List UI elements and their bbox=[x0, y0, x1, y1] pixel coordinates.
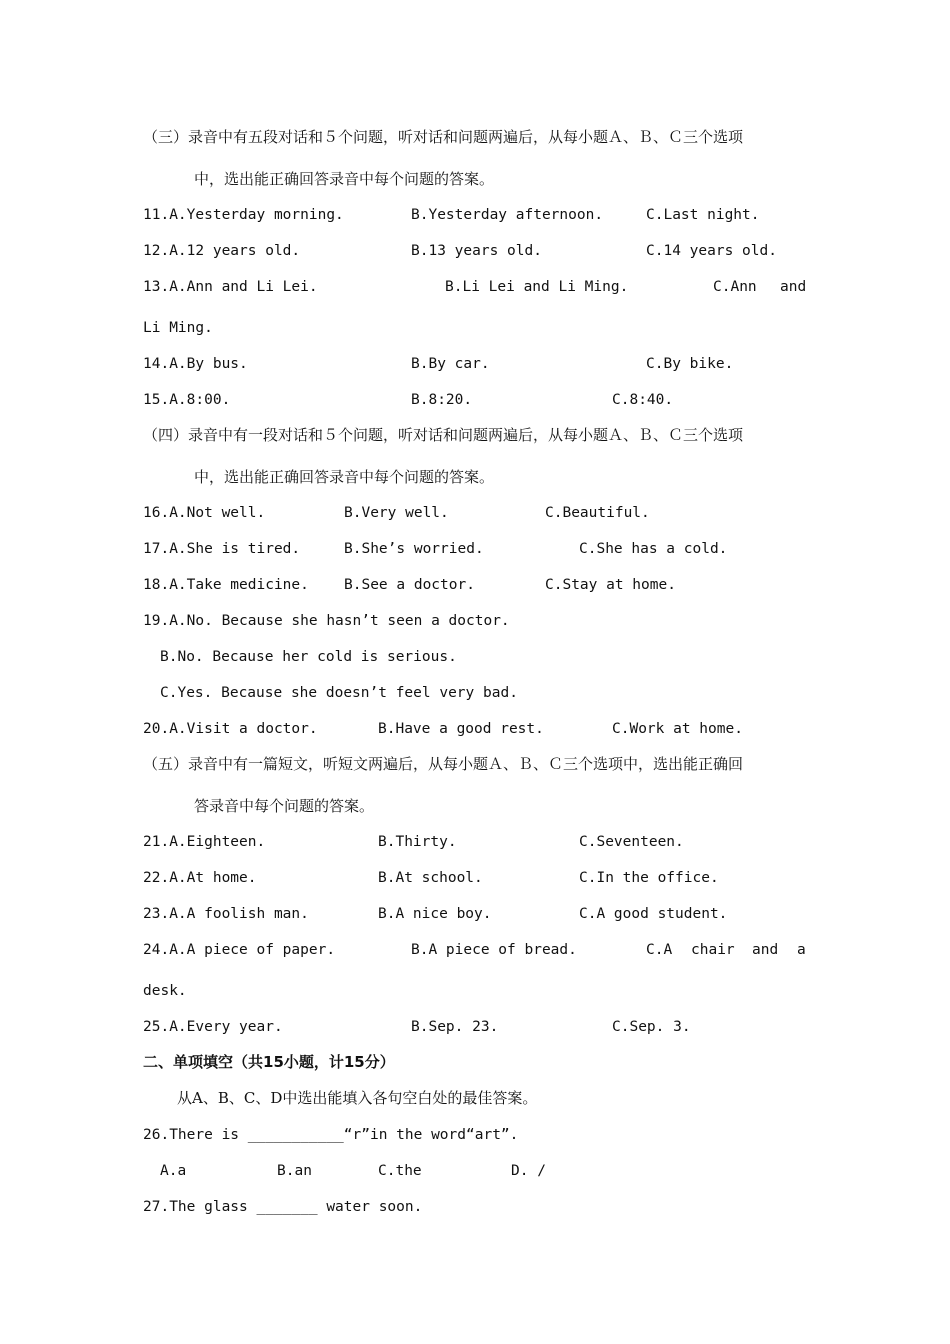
section-3-instruction: （三）录音中有五段对话和５个问题，听对话和问题两遍后，从每小题Ａ、Ｂ、Ｃ三个选项 bbox=[143, 128, 744, 146]
q25-option-c: C.Sep. 3. bbox=[612, 1019, 691, 1035]
q17-option-a: 17.A.She is tired. bbox=[143, 541, 301, 557]
q24-option-c-cont: desk. bbox=[143, 983, 187, 999]
q22-option-c: C.In the office. bbox=[579, 870, 719, 886]
q26-option-d: D. / bbox=[511, 1163, 546, 1179]
q13-option-a: 13.A.Ann and Li Lei. bbox=[143, 279, 318, 295]
section-3-instruction-cont: 中，选出能正确回答录音中每个问题的答案。 bbox=[194, 170, 495, 188]
section-5-instruction: （五）录音中有一篇短文，听短文两遍后，从每小题Ａ、Ｂ、Ｃ三个选项中，选出能正确回 bbox=[143, 755, 744, 773]
q25-option-a: 25.A.Every year. bbox=[143, 1019, 283, 1035]
q26-stem: 26.There is ___________“r”in the word“art”. bbox=[143, 1127, 519, 1143]
q26-option-c: C.the bbox=[378, 1163, 422, 1179]
q21-option-c: C.Seventeen. bbox=[579, 834, 684, 850]
q21-option-b: B.Thirty. bbox=[378, 834, 457, 850]
q17-option-c: C.She has a cold. bbox=[579, 541, 728, 557]
q18-option-b: B.See a doctor. bbox=[344, 577, 475, 593]
q14-option-c: C.By bike. bbox=[646, 356, 734, 372]
q24-option-c-word-3: and bbox=[752, 942, 779, 958]
q15-option-a: 15.A.8:00. bbox=[143, 392, 231, 408]
q11-option-c: C.Last night. bbox=[646, 207, 760, 223]
q16-option-a: 16.A.Not well. bbox=[143, 505, 266, 521]
q24-option-b: B.A piece of bread. bbox=[411, 942, 577, 958]
q26-option-a: A.a bbox=[160, 1163, 187, 1179]
q18-option-c: C.Stay at home. bbox=[545, 577, 676, 593]
q25-option-b: B.Sep. 23. bbox=[411, 1019, 499, 1035]
q19-option-a: 19.A.No. Because she hasn’t seen a doctor. bbox=[143, 613, 510, 629]
q21-option-a: 21.A.Eighteen. bbox=[143, 834, 266, 850]
q14-option-b: B.By car. bbox=[411, 356, 490, 372]
q22-option-a: 22.A.At home. bbox=[143, 870, 257, 886]
q20-option-b: B.Have a good rest. bbox=[378, 721, 544, 737]
q13-option-b: B.Li Lei and Li Ming. bbox=[445, 279, 629, 295]
part-2-instruction: 从A、B、C、D中选出能填入各句空白处的最佳答案。 bbox=[177, 1089, 538, 1107]
q24-option-c: C.A bbox=[646, 942, 673, 958]
q12-option-a: 12.A.12 years old. bbox=[143, 243, 301, 259]
q13-option-c-word: and bbox=[780, 279, 807, 295]
q22-option-b: B.At school. bbox=[378, 870, 483, 886]
q24-option-c-word-2: chair bbox=[691, 942, 735, 958]
q19-option-c: C.Yes. Because she doesn’t feel very bad. bbox=[160, 685, 518, 701]
section-4-instruction-cont: 中，选出能正确回答录音中每个问题的答案。 bbox=[194, 468, 495, 486]
q23-option-c: C.A good student. bbox=[579, 906, 728, 922]
q12-option-b: B.13 years old. bbox=[411, 243, 542, 259]
q20-option-c: C.Work at home. bbox=[612, 721, 743, 737]
q14-option-a: 14.A.By bus. bbox=[143, 356, 248, 372]
q12-option-c: C.14 years old. bbox=[646, 243, 777, 259]
section-4-instruction: （四）录音中有一段对话和５个问题，听对话和问题两遍后，从每小题Ａ、Ｂ、Ｃ三个选项 bbox=[143, 426, 744, 444]
q15-option-c: C.8:40. bbox=[612, 392, 674, 408]
q26-option-b: B.an bbox=[277, 1163, 312, 1179]
q23-option-b: B.A nice boy. bbox=[378, 906, 492, 922]
q13-option-c-cont: Li Ming. bbox=[143, 320, 213, 336]
q16-option-b: B.Very well. bbox=[344, 505, 449, 521]
q19-option-b: B.No. Because her cold is serious. bbox=[160, 649, 457, 665]
q23-option-a: 23.A.A foolish man. bbox=[143, 906, 309, 922]
section-5-instruction-cont: 答录音中每个问题的答案。 bbox=[194, 797, 375, 815]
q27-stem: 27.The glass _______ water soon. bbox=[143, 1199, 423, 1215]
q24-option-a: 24.A.A piece of paper. bbox=[143, 942, 336, 958]
part-2-title: 二、单项填空（共15小题，计15分） bbox=[143, 1053, 395, 1071]
q11-option-b: B.Yesterday afternoon. bbox=[411, 207, 604, 223]
q16-option-c: C.Beautiful. bbox=[545, 505, 650, 521]
q15-option-b: B.8:20. bbox=[411, 392, 473, 408]
q17-option-b: B.She’s worried. bbox=[344, 541, 484, 557]
q18-option-a: 18.A.Take medicine. bbox=[143, 577, 309, 593]
q11-option-a: 11.A.Yesterday morning. bbox=[143, 207, 344, 223]
q24-option-c-word-4: a bbox=[797, 942, 806, 958]
q13-option-c: C.Ann bbox=[713, 279, 757, 295]
q20-option-a: 20.A.Visit a doctor. bbox=[143, 721, 318, 737]
